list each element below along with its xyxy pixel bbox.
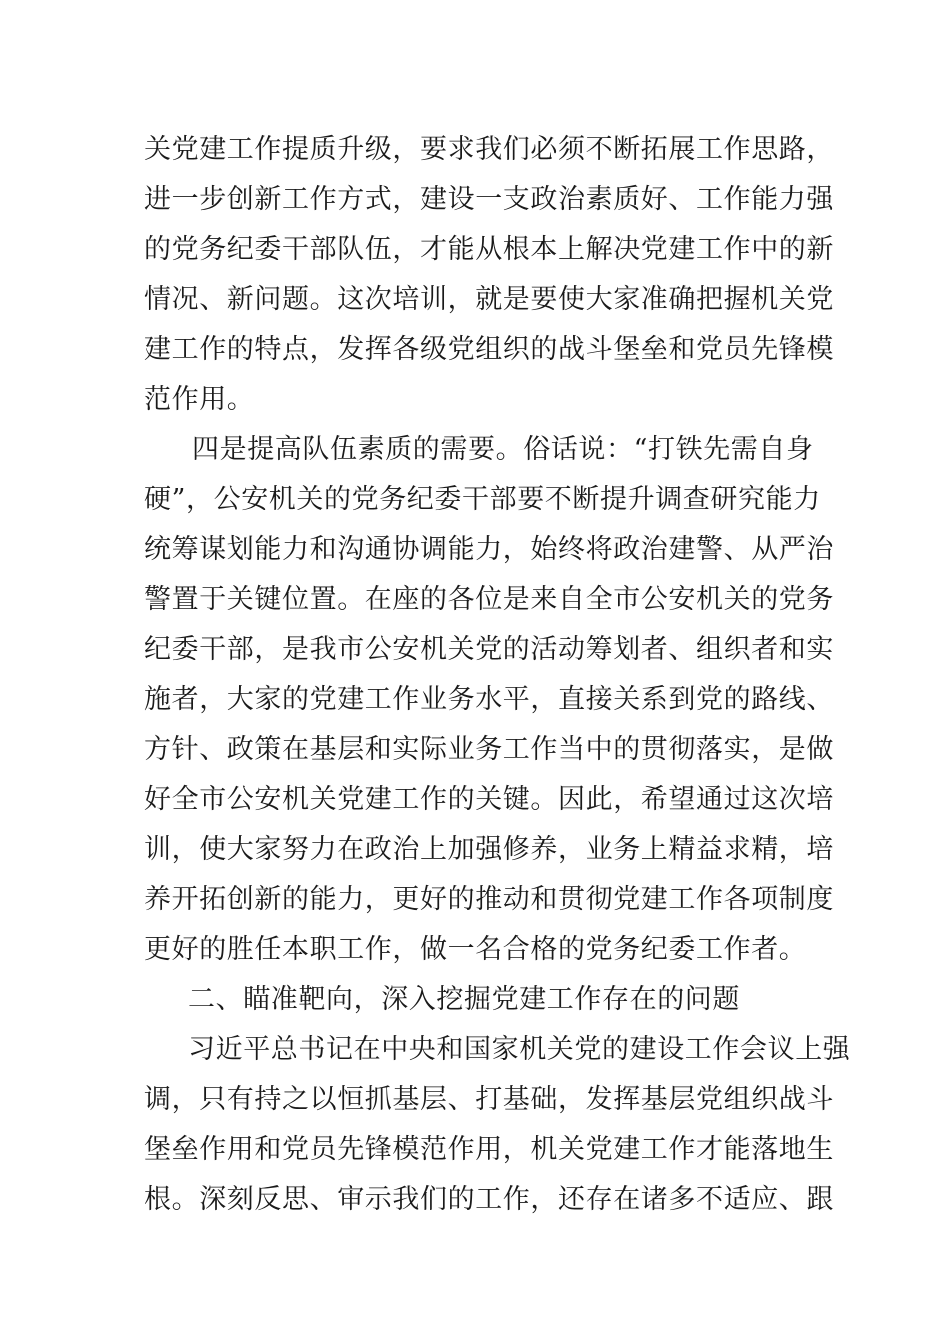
paragraph-start-line: 习近平总书记在中央和国家机关党的建设工作会议上强 (188, 1034, 851, 1065)
text-line: 训，使大家努力在政治上加强修养，业务上精益求精，培 (144, 834, 834, 865)
text-line: 进一步创新工作方式，建设一支政治素质好、工作能力强 (144, 184, 834, 215)
text-line: 硬”，公安机关的党务纪委干部要不断提升调查研究能力 (144, 484, 821, 515)
section-heading: 二、瞄准靶向，深入挖掘党建工作存在的问题 (188, 984, 740, 1015)
text-line: 统筹谋划能力和沟通协调能力，始终将政治建警、从严治 (144, 534, 834, 565)
text-line: 施者，大家的党建工作业务水平，直接关系到党的路线、 (144, 684, 834, 715)
text-line: 范作用。 (144, 384, 255, 415)
paragraph-start-line: 四是提高队伍素质的需要。俗话说：“打铁先需自身 (192, 434, 814, 465)
text-line: 养开拓创新的能力，更好的推动和贯彻党建工作各项制度 (144, 884, 834, 915)
text-line: 根。深刻反思、审示我们的工作，还存在诸多不适应、跟 (144, 1184, 834, 1215)
text-line: 的党务纪委干部队伍，才能从根本上解决党建工作中的新 (144, 234, 834, 265)
text-line: 方针、政策在基层和实际业务工作当中的贯彻落实，是做 (144, 734, 834, 765)
text-line: 调，只有持之以恒抓基层、打基础，发挥基层党组织战斗 (144, 1084, 834, 1115)
text-line: 堡垒作用和党员先锋模范作用，机关党建工作才能落地生 (144, 1134, 834, 1165)
text-line: 好全市公安机关党建工作的关键。因此，希望通过这次培 (144, 784, 834, 815)
text-line: 情况、新问题。这次培训，就是要使大家准确把握机关党 (144, 284, 834, 315)
text-line: 更好的胜任本职工作，做一名合格的党务纪委工作者。 (144, 934, 807, 965)
text-line: 警置于关键位置。在座的各位是来自全市公安机关的党务 (144, 584, 834, 615)
text-line: 建工作的特点，发挥各级党组织的战斗堡垒和党员先锋模 (144, 334, 834, 365)
text-line: 关党建工作提质升级，要求我们必须不断拓展工作思路， (144, 134, 834, 165)
text-line: 纪委干部，是我市公安机关党的活动筹划者、组织者和实 (144, 634, 834, 665)
